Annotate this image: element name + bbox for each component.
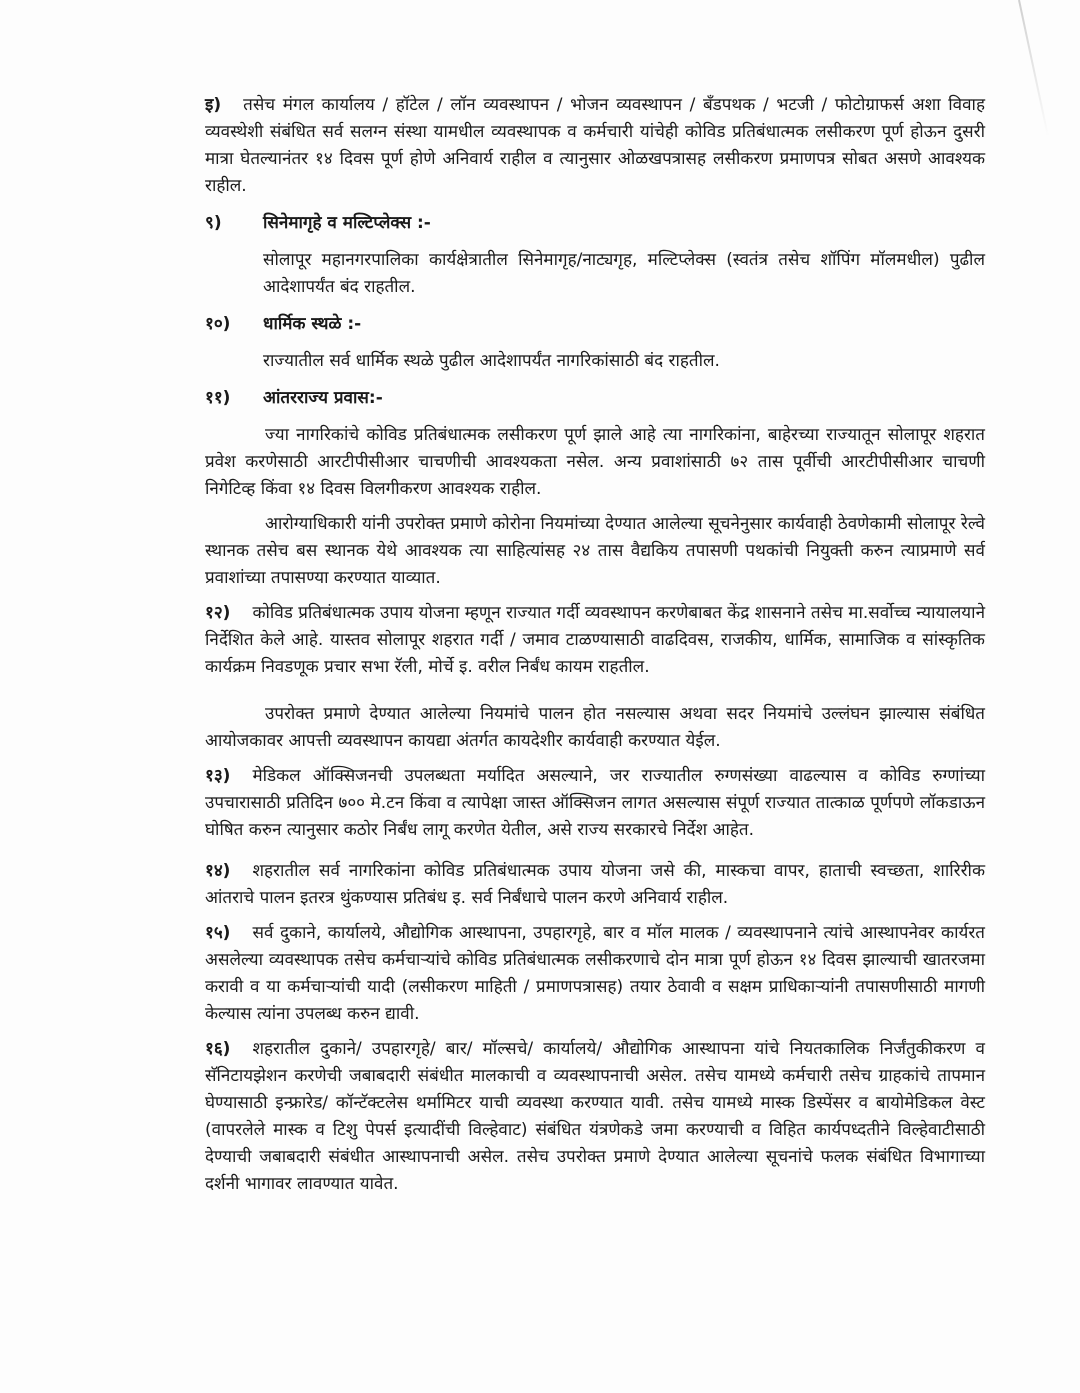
section-15-text: सर्व दुकाने, कार्यालये, औद्योगिक आस्थापना, उपहारगृहे, बार व मॉल मालक / व्यवस्थापनाने त्यांचे आस्थापनेवर कार्यरत असलेल्या व्यवस्थापक तसेच कर्मचाऱ्यांचे कोविड प्रतिबंधात्मक लसीकरणाचे दोन मात्रा पूर्ण होऊन १४ दिवस झाल्याची खातरजमा करावी व या कर्मचाऱ्यांची यादी (लसीकरण माहिती / प्रमाणपत्रासह) तयार ठेवावी व सक्षम प्राधिकाऱ्यांनी तपासणीसाठी मागणी केल्यास त्यांना उपलब्ध करुन द्यावी. (205, 923, 985, 1024)
section-16-number: १६) (205, 1039, 231, 1059)
section-16 (205, 1036, 985, 1198)
section-14 (205, 858, 985, 912)
section-10-title: धार्मिक स्थळे :- (263, 314, 362, 334)
clause-i-text: तसेच मंगल कार्यालय / हॉटेल / लॉन व्यवस्थापन / भोजन व्यवस्थापन / बँडपथक / भटजी / फोटोग्राफर्स अशा विवाह व्यवस्थेशी संबंधित सर्व सलग्न संस्था यामधील व्यवस्थापक व कर्मचारी यांचेही कोविड प्रतिबंधात्मक लसीकरण पूर्ण होऊन दुसरी मात्रा घेतल्यानंतर १४ दिवस पूर्ण होणे अनिवार्य राहील व त्यानुसार ओळखपत्रासह लसीकरण प्रमाणपत्र सोबत असणे आवश्यक राहील. (205, 95, 985, 196)
section-11-heading (205, 385, 985, 412)
scan-edge-mark (1018, 0, 1049, 137)
clause-i-label: इ) (205, 95, 222, 115)
clause-i (205, 92, 985, 200)
section-10-heading (205, 311, 985, 338)
section-9-title: सिनेमागृहे व मल्टिप्लेक्स :- (263, 213, 431, 233)
section-9-heading (205, 210, 985, 237)
section-10-text: राज्यातील सर्व धार्मिक स्थळे पुढील आदेशापर्यंत नागरिकांसाठी बंद राहतील. (263, 351, 720, 371)
section-11-number: ११) (205, 388, 231, 408)
section-10-number: १०) (205, 314, 231, 334)
section-11-title: आंतरराज्य प्रवास:- (263, 388, 383, 408)
document-body (205, 92, 985, 1198)
section-12-paragraph-2: उपरोक्त प्रमाणे देण्यात आलेल्या नियमांचे पालन होत नसल्यास अथवा सदर नियमांचे उल्लंघन झाल्यास संबंधित आयोजकावर आपत्ती व्यवस्थापन कायद्या अंतर्गत कायदेशीर कार्यवाही करण्यात येईल. (205, 704, 985, 751)
section-16-text: शहरातील दुकाने/ उपहारगृहे/ बार/ मॉल्सचे/ कार्यालये/ औद्योगिक आस्थापना यांचे नियतकालिक निर्जंतुकीकरण व सॅनिटायझेशन करणेची जबाबदारी संबंधीत मालकाची व व्यवस्थापनाची असेल. तसेच यामध्ये कर्मचारी तसेच ग्राहकांचे तापमान घेण्यासाठी इन्फ्रारेड/ कॉन्टॅक्टलेस थर्मामिटर याची व्यवस्था करण्यात यावी. तसेच यामध्ये मास्क डिस्पेंसर व बायोमेडिकल वेस्ट (वापरलेले मास्क व टिशु पेपर्स इत्यादींची विल्हेवाट) संबंधित यंत्रणेकडे जमा करण्याची व विहित कार्यपध्दतीने विल्हेवाटीसाठी देण्याची जबाबदारी संबंधीत आस्थापनाची असेल. तसेच उपरोक्त प्रमाणे देण्यात आलेल्या सूचनांचे फलक संबंधित विभागाच्या दर्शनी भागावर लावण्यात यावेत. (205, 1039, 985, 1194)
section-13 (205, 763, 985, 844)
section-14-number: १४) (205, 861, 231, 881)
section-9-text: सोलापूर महानगरपालिका कार्यक्षेत्रातील सिनेमागृह/नाट्यगृह, मल्टिप्लेक्स (स्वतंत्र तसेच शॉपिंग मॉलमधील) पुढील आदेशापर्यंत बंद राहतील. (263, 250, 985, 297)
section-11-paragraph-2: आरोग्याधिकारी यांनी उपरोक्त प्रमाणे कोरोना नियमांच्या देण्यात आलेल्या सूचनेनुसार कार्यवाही ठेवणेकामी सोलापूर रेल्वे स्थानक तसेच बस स्थानक येथे आवश्यक त्या साहित्यांसह २४ तास वैद्यकिय तपासणी पथकांची नियुक्ती करुन त्याप्रमाणे सर्व प्रवाशांच्या तपासण्या करण्यात याव्यात. (205, 514, 985, 588)
section-12-paragraph-1 (205, 600, 985, 681)
section-14-text: शहरातील सर्व नागरिकांना कोविड प्रतिबंधात्मक उपाय योजना जसे की, मास्कचा वापर, हाताची स्वच्छता, शारिरीक आंतराचे पालन इतरत्र थुंकण्यास प्रतिबंध इ. सर्व निर्बंधाचे पालन करणे अनिवार्य राहील. (205, 861, 985, 908)
section-15 (205, 920, 985, 1028)
section-9-number: ९) (205, 213, 222, 233)
section-13-number: १३) (205, 766, 231, 786)
section-15-number: १५) (205, 923, 231, 943)
section-11-paragraph-1: ज्या नागरिकांचे कोविड प्रतिबंधात्मक लसीकरण पूर्ण झाले आहे त्या नागरिकांना, बाहेरच्या राज्यातून सोलापूर शहरात प्रवेश करणेसाठी आरटीपीसीआर चाचणीची आवश्यकता नसेल. अन्य प्रवाशांसाठी ७२ तास पूर्वीची आरटीपीसीआर चाचणी निगेटिव्ह किंवा १४ दिवस विलगीकरण आवश्यक राहील. (205, 425, 985, 499)
section-12-number: १२) (205, 603, 231, 623)
section-13-text: मेडिकल ऑक्सिजनची उपलब्धता मर्यादित असल्याने, जर राज्यातील रुग्णसंख्या वाढल्यास व कोविड रुग्णांच्या उपचारासाठी प्रतिदिन ७०० मे.टन किंवा व त्यापेक्षा जास्त ऑक्सिजन लागत असल्यास संपूर्ण राज्यात तात्काळ पूर्णपणे लॉकडाऊन घोषित करुन त्यानुसार कठोर निर्बंध लागू करणेत येतील, असे राज्य सरकारचे निर्देश आहेत. (205, 766, 985, 840)
section-12-text: कोविड प्रतिबंधात्मक उपाय योजना म्हणून राज्यात गर्दी व्यवस्थापन करणेबाबत केंद्र शासनाने तसेच मा.सर्वोच्च न्यायालयाने निर्देशित केले आहे. यास्तव सोलापूर शहरात गर्दी / जमाव टाळण्यासाठी वाढदिवस, राजकीय, धार्मिक, सामाजिक व सांस्कृतिक कार्यक्रम निवडणूक प्रचार सभा रॅली, मोर्चे इ. वरील निर्बंध कायम राहतील. (205, 603, 985, 677)
